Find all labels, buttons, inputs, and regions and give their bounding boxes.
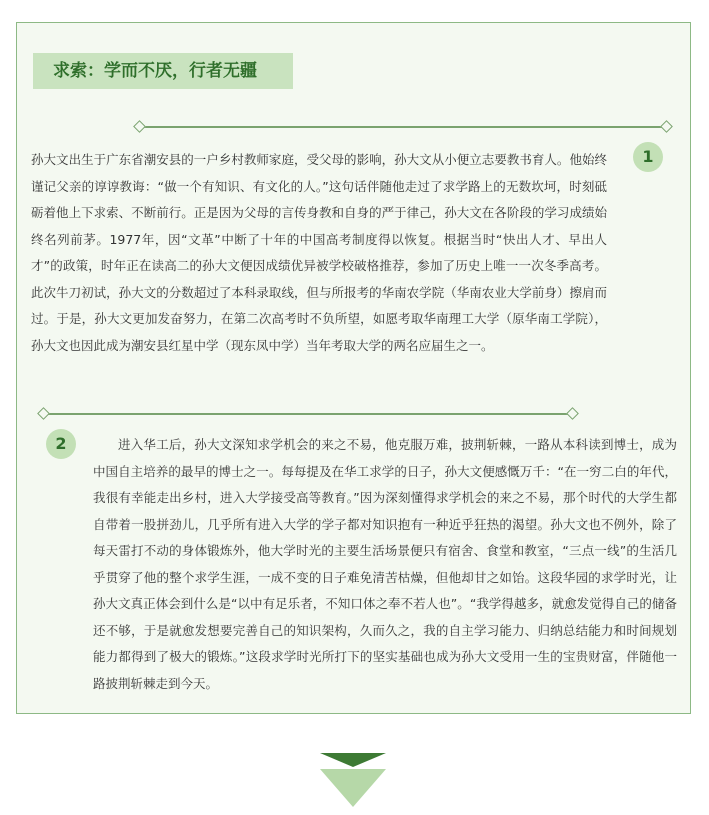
divider-line [143,126,663,128]
section-title: 求索：学而不厌，行者无疆 [33,53,293,89]
divider-middle [39,408,577,420]
paragraph-2: 进入华工后，孙大文深知求学机会的来之不易，他克服万难，披荆斩棘，一路从本科读到博士，成为中国自主培养的最早的博士之一。每每提及在华工求学的日子，孙大文便感慨万千：“在一穷二白的年代，我很有幸能走出乡村，进入大学接受高等教育。”因为深刻懂得求学机会的来之不易，那个时代的大学生都自带着一股拼劲儿，几乎所有进入大学的学子都对知识抱有一种近乎狂热的渴望。孙大文也不例外，除了每天雷打不动的身体锻炼外，他大学时光的主要生活场景便只有宿舍、食堂和教室，“三点一线”的生活几乎贯穿了他的整个求学生涯，一成不变的日子难免清苦枯燥，但他却甘之如饴。这段华园的求学时光，让孙大文真正体会到什么是“以中有足乐者，不知口体之奉不若人也”。“我学得越多，就愈发觉得自己的储备还不够，于是就愈发想要完善自己的知识架构，久而久之，我的自主学习能力、归纳总结能力和时间规划能力都得到了极大的锻炼。”这段求学时光所打下的坚实基础也成为孙大文受用一生的宝贵财富，伴随他一路披荆斩棘走到今天。 [93,437,677,691]
diamond-icon [660,120,673,133]
paragraph-1: 孙大文出生于广东省潮安县的一户乡村教师家庭，受父母的影响，孙大文从小便立志要教书育人。他始终谨记父亲的谆谆教诲：“做一个有知识、有文化的人。”这句话伴随他走过了求学路上的无数坎坷，时刻砥砺着他上下求索、不断前行。正是因为父母的言传身教和自身的严于律己，孙大文在各阶段的学习成绩始终名列前茅。1977年，因“文革”中断了十年的中国高考制度得以恢复。根据当时“快出人才、早出人才”的政策，时年正在读高二的孙大文便因成绩优异被学校破格推荐，参加了历史上唯一一次冬季高考。此次牛刀初试，孙大文的分数超过了本科录取线，但与所报考的华南农学院（华南农业大学前身）擦肩而过。于是，孙大文更加发奋努力，在第二次高考时不负所望，如愿考取华南理工大学（原华南工学院），孙大文也因此成为潮安县红星中学（现东凤中学）当年考取大学的两名应届生之一。 [31,152,607,353]
divider-top [135,121,671,133]
article-card [16,22,691,714]
number-badge-1: 1 [633,142,663,172]
arrow-down-icon [320,769,386,807]
number-badge-2: 2 [46,429,76,459]
diamond-icon [566,407,579,420]
divider-line [47,413,569,415]
diamond-icon [133,120,146,133]
diamond-icon [37,407,50,420]
arrow-down-icon [320,753,386,767]
